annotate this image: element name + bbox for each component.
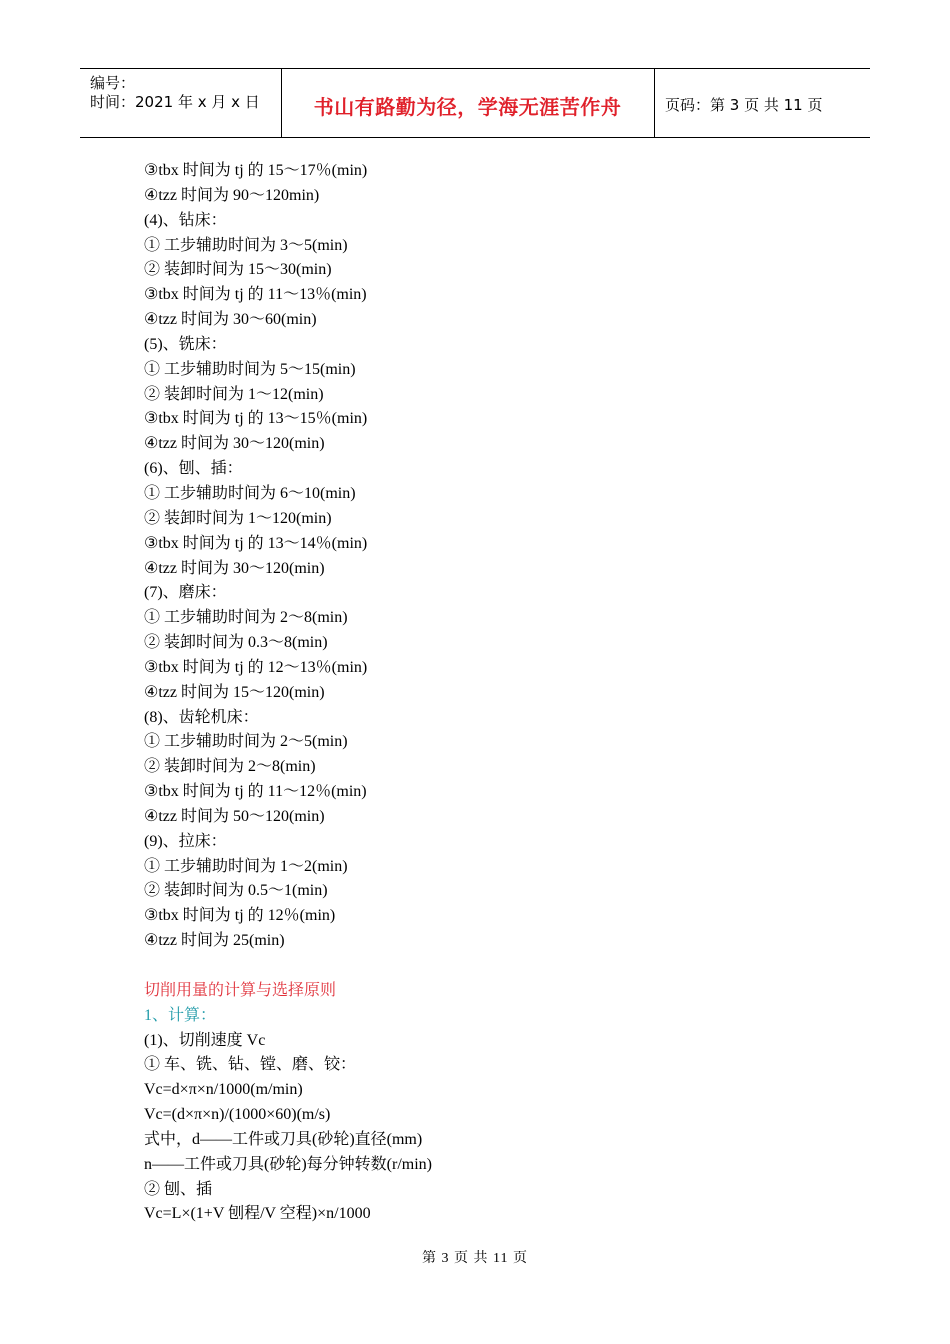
text-line: ① 工步辅助时间为 2～5(min) (144, 733, 348, 751)
text-line: ② 装卸时间为 2～8(min) (144, 758, 316, 776)
text-line: ② 装卸时间为 1～12(min) (144, 385, 324, 403)
text-line: ③tbx 时间为 tj 的 13～15％(min) (144, 410, 368, 428)
time-label: 时间：2021 年 x 月 x 日 (90, 93, 260, 111)
text-line: ② 装卸时间为 0.5～1(min) (144, 882, 328, 900)
text-line: ① 车、铣、钻、镗、磨、铰： (144, 1056, 357, 1074)
document-body (144, 159, 844, 1227)
text-line: ③tbx 时间为 tj 的 15～17％(min) (144, 162, 368, 179)
text-line: ② 刨、插 (144, 1180, 213, 1198)
text-line: ① 工步辅助时间为 2～8(min) (144, 609, 348, 627)
text-line: (1)、切削速度 Vc (144, 1031, 266, 1049)
text-line: ③tbx 时间为 tj 的 12％(min) (144, 907, 336, 925)
header-motto-cell (281, 69, 655, 137)
formula-line: Vc=d×π×n/1000(m/min) (144, 1081, 303, 1099)
text-line: ① 工步辅助时间为 3～5(min) (144, 236, 348, 254)
text-line: (5)、铣床： (144, 335, 227, 353)
text-line: ① 工步辅助时间为 1～2(min) (144, 857, 348, 875)
text-line: ④tzz 时间为 25(min) (144, 932, 285, 950)
text-line: (6)、刨、插： (144, 460, 243, 478)
text-line: n——工件或刀具(砂轮)每分钟转数(r/min) (144, 1155, 432, 1173)
text-line: 式中，d——工件或刀具(砂轮)直径(mm) (144, 1130, 423, 1148)
page-header (80, 68, 870, 138)
text-line: ④tzz 时间为 90～120min) (144, 186, 320, 204)
text-line: ② 装卸时间为 0.3～8(min) (144, 634, 328, 652)
text-line: ③tbx 时间为 tj 的 12～13％(min) (144, 658, 368, 676)
page-number-label: 页码：第 3 页 共 11 页 (665, 96, 823, 114)
text-line: (7)、磨床： (144, 584, 227, 602)
formula-line: Vc=(d×π×n)/(1000×60)(m/s) (144, 1106, 331, 1124)
header-meta-cell (80, 69, 282, 137)
text-line: ① 工步辅助时间为 5～15(min) (144, 360, 356, 378)
text-line: ④tzz 时间为 30～120(min) (144, 559, 325, 577)
text-line: ③tbx 时间为 tj 的 13～14％(min) (144, 534, 368, 552)
text-line: (4)、钻床： (144, 211, 227, 229)
text-line: ④tzz 时间为 30～60(min) (144, 311, 317, 329)
section-title: 切削用量的计算与选择原则 (144, 981, 337, 999)
formula-line: Vc=L×(1+V 刨程/V 空程)×n/1000 (144, 1205, 371, 1223)
text-line: ① 工步辅助时间为 6～10(min) (144, 484, 356, 502)
motto: 书山有路勤为径，学海无涯苦作舟 (313, 95, 622, 119)
page-footer: 第 3 页 共 11 页 (422, 1251, 528, 1266)
header-page-cell (655, 69, 870, 137)
text-line: ④tzz 时间为 50～120(min) (144, 807, 325, 825)
text-line: ④tzz 时间为 30～120(min) (144, 435, 325, 453)
text-line: ③tbx 时间为 tj 的 11～12％(min) (144, 783, 367, 801)
text-line: ② 装卸时间为 1～120(min) (144, 509, 332, 527)
text-line: ④tzz 时间为 15～120(min) (144, 683, 325, 701)
text-line: ③tbx 时间为 tj 的 11～13％(min) (144, 286, 367, 304)
section-subtitle: 1、计算： (144, 1006, 217, 1024)
number-label: 编号： (90, 74, 136, 92)
text-line: (8)、齿轮机床： (144, 708, 259, 726)
text-line: ② 装卸时间为 15～30(min) (144, 261, 332, 279)
text-line: (9)、拉床： (144, 832, 227, 850)
spacer (144, 954, 844, 979)
